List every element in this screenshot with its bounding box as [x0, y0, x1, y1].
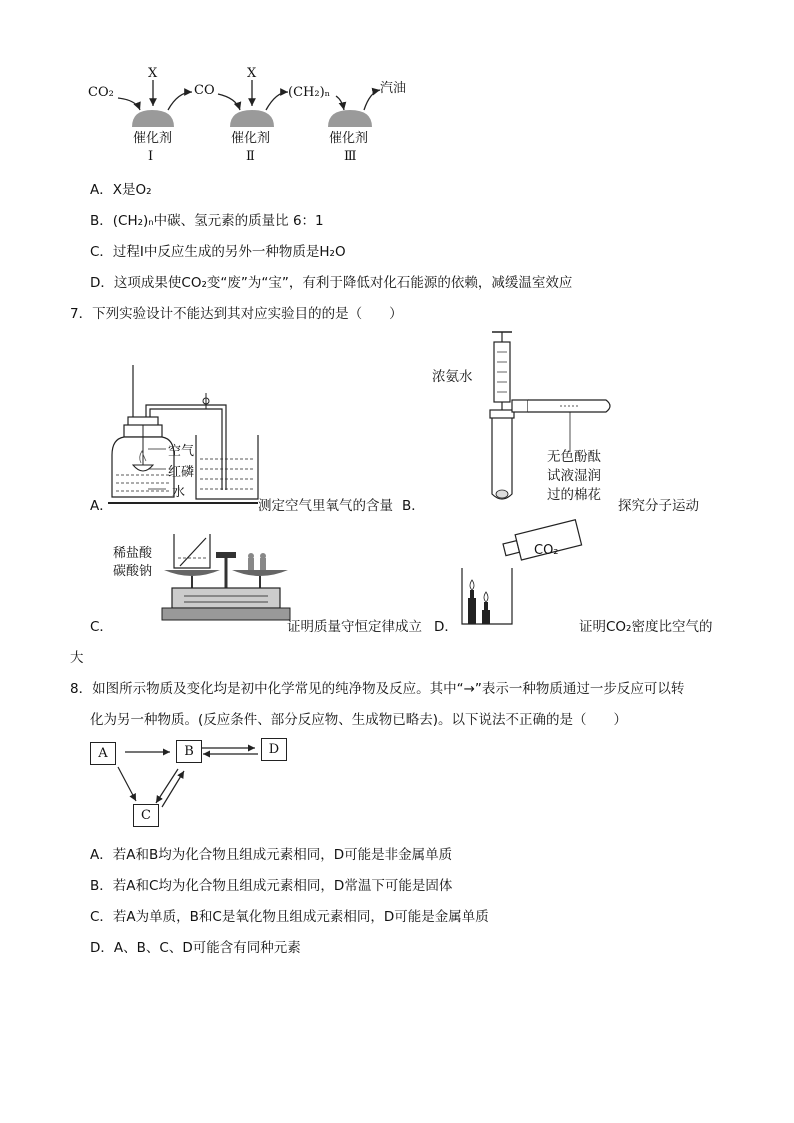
scheme-x1: X — [148, 66, 158, 81]
q7-c-apparatus — [160, 530, 290, 630]
catalyst-1-dome — [132, 110, 174, 127]
q6-option-a: A．X是O₂ — [90, 182, 152, 198]
q8-option-c: C．若A为单质，B和C是氧化物且组成元素相同，D可能是金属单质 — [90, 909, 489, 925]
q7-c-label-hcl: 稀盐酸 — [113, 546, 153, 561]
q7-c-letter: C． — [90, 619, 113, 635]
scheme-gasoline: 汽油 — [380, 81, 407, 96]
scheme-x2: X — [247, 66, 257, 81]
q6-option-c: C．过程Ⅰ中反应生成的另外一种物质是H₂O — [90, 244, 346, 260]
q7-a-label-air: 空气 — [168, 444, 195, 459]
q7-a-letter: A． — [90, 498, 113, 514]
catalyst-1-roman: Ⅰ — [148, 149, 154, 164]
q7-c-label-na2co3: 碳酸钠 — [113, 564, 153, 579]
q8-option-b: B．若A和C均为化合物且组成元素相同，D常温下可能是固体 — [90, 878, 453, 894]
q8-node-d: D — [261, 738, 287, 761]
q7-b-cotton-line1: 无色酚酞 — [547, 449, 601, 465]
q6-option-b: B．(CH₂)ₙ中碳、氢元素的质量比 6：1 — [90, 213, 324, 229]
q7-a-caption: 测定空气里氧气的含量 — [258, 498, 393, 514]
q7-b-cotton-line2: 试液湿润 — [547, 468, 601, 484]
q6-option-d: D．这项成果使CO₂变“废”为“宝”，有利于降低对化石能源的依赖，减缓温室效应 — [90, 275, 573, 291]
q7-b-caption: 探究分子运动 — [618, 498, 699, 514]
q8-stem-line2: 化为另一种物质。(反应条件、部分反应物、生成物已略去)。以下说法不正确的是（ ） — [90, 712, 628, 728]
q7-d-caption-cont: 大 — [70, 650, 84, 666]
q8-node-a: A — [90, 742, 116, 765]
q6-scheme-svg — [80, 62, 420, 172]
q7-b-cotton-line3: 过的棉花 — [547, 487, 601, 503]
catalyst-3-label: 催化剂 — [329, 131, 369, 146]
scheme-co: CO — [194, 83, 215, 98]
q7-d-bottle-label: CO₂ — [534, 543, 559, 558]
q7-d-apparatus — [456, 524, 586, 634]
catalyst-1-label: 催化剂 — [133, 131, 173, 146]
q7-d-caption: 证明CO₂密度比空气的 — [579, 619, 713, 635]
q7-d-letter: D． — [434, 619, 458, 635]
catalyst-2-roman: Ⅱ — [246, 149, 255, 164]
catalyst-3-dome — [328, 110, 372, 127]
scheme-ch2n: (CH₂)ₙ — [288, 85, 331, 100]
q7-b-label-ammonia: 浓氨水 — [432, 369, 473, 385]
q7-a-label-water: 水 — [172, 485, 186, 500]
q8-option-a: A．若A和B均为化合物且组成元素相同，D可能是非金属单质 — [90, 847, 453, 863]
catalyst-2-dome — [230, 110, 274, 127]
q8-stem-line1: 8．如图所示物质及变化均是初中化学常见的纯净物及反应。其中“→”表示一种物质通过一步反应可以转 — [70, 681, 685, 697]
q8-option-d: D．A、B、C、D可能含有同种元素 — [90, 940, 301, 956]
q7-stem: 7．下列实验设计不能达到其对应实验目的的是（ ） — [70, 306, 403, 322]
q7-b-letter: B． — [402, 498, 425, 514]
q8-node-c: C — [133, 804, 159, 827]
q7-c-caption: 证明质量守恒定律成立 — [287, 619, 422, 635]
q7-a-label-phosphorus: 红磷 — [168, 465, 195, 480]
catalyst-2-label: 催化剂 — [231, 131, 271, 146]
catalyst-3-roman: Ⅲ — [344, 149, 357, 164]
q8-node-b: B — [176, 740, 202, 763]
scheme-co2: CO₂ — [88, 85, 114, 100]
